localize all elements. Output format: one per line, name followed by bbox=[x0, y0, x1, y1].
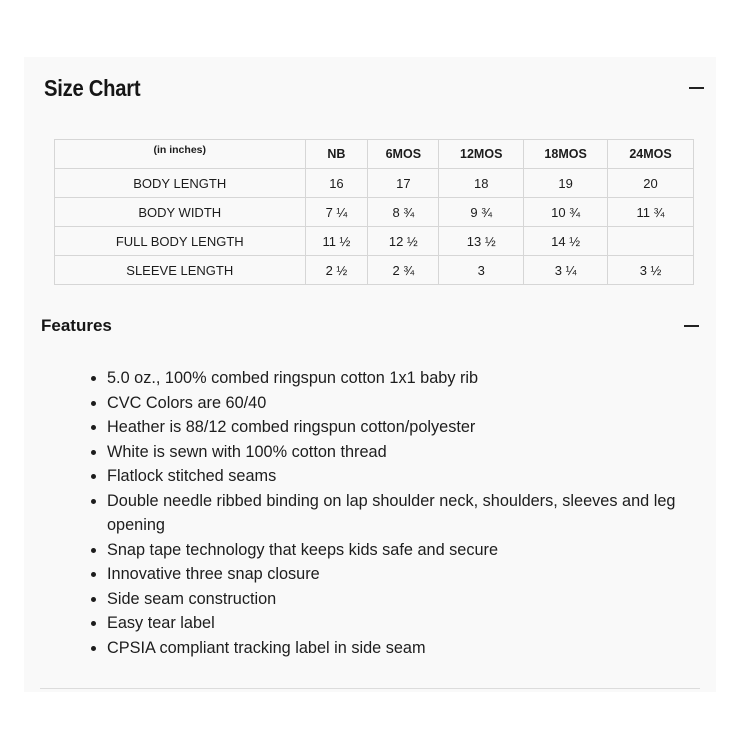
column-header: 18MOS bbox=[524, 140, 608, 169]
table-cell: 17 bbox=[368, 169, 439, 198]
table-cell: 13 ½ bbox=[439, 227, 524, 256]
table-corner-label: (in inches) bbox=[55, 140, 306, 169]
table-cell: 14 ½ bbox=[524, 227, 608, 256]
table-cell: 7 ¼ bbox=[305, 198, 368, 227]
table-cell: 16 bbox=[305, 169, 368, 198]
table-header-row bbox=[55, 140, 694, 169]
table-cell: 3 bbox=[439, 256, 524, 285]
list-item: • Innovative three snap closure bbox=[107, 562, 717, 587]
column-header: NB bbox=[305, 140, 368, 169]
table-cell: 11 ½ bbox=[305, 227, 368, 256]
table-cell: 12 ½ bbox=[368, 227, 439, 256]
list-item: • Side seam construction bbox=[107, 587, 717, 612]
features-header[interactable] bbox=[41, 313, 699, 339]
column-header: 24MOS bbox=[608, 140, 694, 169]
table-cell: 20 bbox=[608, 169, 694, 198]
size-chart-title: Size Chart bbox=[44, 74, 141, 101]
table-cell bbox=[608, 227, 694, 256]
table-cell: 10 ¾ bbox=[524, 198, 608, 227]
table-cell: 9 ¾ bbox=[439, 198, 524, 227]
minus-icon[interactable] bbox=[689, 87, 704, 89]
table-cell: 2 ½ bbox=[305, 256, 368, 285]
table-cell: 19 bbox=[524, 169, 608, 198]
table-row bbox=[55, 169, 694, 198]
list-item: • White is sewn with 100% cotton thread bbox=[107, 440, 717, 465]
table-cell: 8 ¾ bbox=[368, 198, 439, 227]
divider bbox=[40, 688, 700, 689]
size-chart-header[interactable] bbox=[44, 72, 704, 104]
features-list bbox=[88, 366, 717, 660]
row-label: SLEEVE LENGTH bbox=[55, 256, 306, 285]
table-cell: 2 ¾ bbox=[368, 256, 439, 285]
list-item: • Snap tape technology that keeps kids safe and secure bbox=[107, 538, 717, 563]
features-title: Features bbox=[41, 316, 112, 335]
table-cell: 3 ½ bbox=[608, 256, 694, 285]
row-label: BODY LENGTH bbox=[55, 169, 306, 198]
row-label: FULL BODY LENGTH bbox=[55, 227, 306, 256]
list-item: • Heather is 88/12 combed ringspun cotton/polyester bbox=[107, 415, 717, 440]
list-item: • Easy tear label bbox=[107, 611, 717, 636]
list-item: • Flatlock stitched seams bbox=[107, 464, 717, 489]
table-row bbox=[55, 227, 694, 256]
column-header: 12MOS bbox=[439, 140, 524, 169]
list-item: • Double needle ribbed binding on lap shoulder neck, shoulders, sleeves and leg opening bbox=[107, 489, 717, 538]
table-row bbox=[55, 256, 694, 285]
list-item: • CVC Colors are 60/40 bbox=[107, 391, 717, 416]
list-item: • 5.0 oz., 100% combed ringspun cotton 1x1 baby rib bbox=[107, 366, 717, 391]
column-header: 6MOS bbox=[368, 140, 439, 169]
minus-icon[interactable] bbox=[684, 325, 699, 327]
row-label: BODY WIDTH bbox=[55, 198, 306, 227]
list-item: • CPSIA compliant tracking label in side seam bbox=[107, 636, 717, 661]
table-row bbox=[55, 198, 694, 227]
table-cell: 3 ¼ bbox=[524, 256, 608, 285]
table-cell: 18 bbox=[439, 169, 524, 198]
size-chart-table bbox=[54, 139, 694, 285]
table-cell: 11 ¾ bbox=[608, 198, 694, 227]
